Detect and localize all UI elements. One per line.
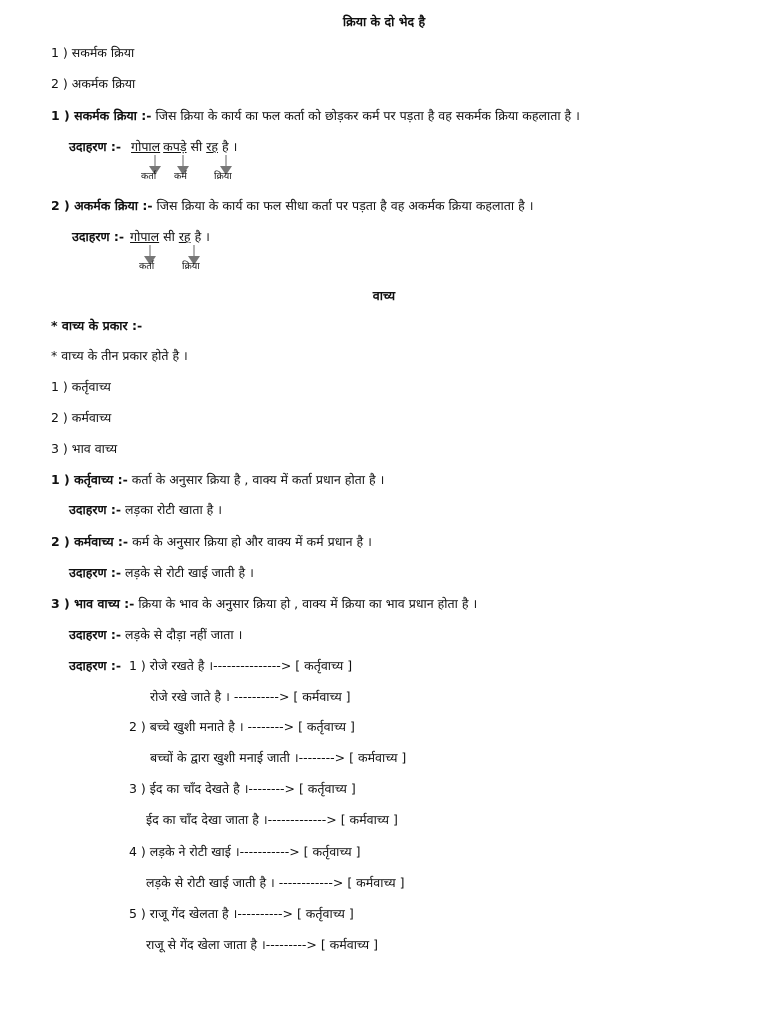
prakar-intro: * वाच्य के तीन प्रकार होते है । (51, 348, 188, 363)
sakarmak-def-text: जिस क्रिया के कार्य का फल कर्ता को छोड़कर कर्म पर पड़ता है वह सकर्मक क्रिया कहलाता है । (155, 108, 580, 123)
example-line: 4 ) लड़के ने रोटी खाई ।-----------> [ कर्तृवाच्य ] (129, 844, 361, 859)
word-kapde: कपड़े (163, 139, 187, 154)
label-karta: कर्ता (141, 171, 157, 182)
sakarmak-heading: 1 ) सकर्मक क्रिया :- (51, 108, 152, 123)
example-line: राजू से गेंद खेला जाता है ।---------> [ कर्मवाच्य ] (146, 937, 378, 952)
example-line: 1 ) रोजे रखते है ।---------------> [ कर्तृवाच्य ] (129, 658, 353, 673)
list-item: 1 ) कर्तृवाच्य (51, 379, 111, 394)
word-si: सी (190, 139, 203, 154)
word-hai: है । (221, 139, 238, 154)
bhav-example (69, 627, 242, 643)
list-item: 2 ) अकर्मक क्रिया (51, 76, 136, 91)
example-label: उदाहरण :- (69, 502, 122, 517)
prakar-heading: * वाच्य के प्रकार :- (51, 318, 143, 333)
label-karta: कर्ता (139, 261, 155, 272)
kartri-example (69, 502, 222, 518)
example-line: लड़के से रोटी खाई जाती है । ------------> [ कर्मवाच्य ] (146, 875, 405, 890)
example-label: उदाहरण :- (69, 627, 122, 642)
label-karm: कर्म (174, 171, 187, 182)
example-text: लड़के से रोटी खाई जाती है । (125, 565, 254, 580)
example-text: लड़के से दौड़ा नहीं जाता । (125, 627, 243, 642)
label-kriya: क्रिया (182, 261, 200, 272)
word-rah: रह (178, 229, 191, 244)
sakarmak-definition (51, 108, 580, 124)
example-label: उदाहरण :- (69, 565, 122, 580)
section-title: वाच्य (372, 288, 396, 303)
bhav-def-text: क्रिया के भाव के अनुसार क्रिया हो , वाक्य में क्रिया का भाव प्रधान होता है । (138, 596, 478, 611)
akarmak-heading: 2 ) अकर्मक क्रिया :- (51, 198, 153, 213)
example-line: रोजे रखे जाते है । ----------> [ कर्मवाच्य ] (150, 689, 351, 704)
akarmak-example (72, 229, 210, 245)
word-gopal: गोपाल (131, 139, 161, 154)
list-item: 1 ) सकर्मक क्रिया (51, 45, 135, 60)
kartri-def-text: कर्ता के अनुसार क्रिया है , वाक्य में कर्ता प्रधान होता है । (131, 472, 385, 487)
page-title: क्रिया के दो भेद है (342, 14, 426, 29)
example-line: ईद का चाँद देखा जाता है ।-------------> [ कर्मवाच्य ] (146, 812, 398, 827)
sakarmak-example (69, 139, 237, 155)
example-label: उदाहरण :- (69, 139, 122, 154)
examples-label: उदाहरण :- (69, 658, 122, 673)
kartri-definition (51, 472, 384, 488)
example-line: 5 ) राजू गेंद खेलता है ।----------> [ कर्तृवाच्य ] (129, 906, 354, 921)
word-rah: रह (206, 139, 218, 154)
example-line: 3 ) ईद का चाँद देखते है ।--------> [ कर्तृवाच्य ] (129, 781, 356, 796)
list-item: 3 ) भाव वाच्य (51, 441, 118, 456)
word-gopal: गोपाल (130, 229, 160, 244)
example-line: बच्चों के द्वारा खुशी मनाई जाती ।--------> [ कर्मवाच्य ] (150, 750, 407, 765)
akarmak-def-text: जिस क्रिया के कार्य का फल सीधा कर्ता पर पड़ता है वह अकर्मक क्रिया कहलाता है । (156, 198, 534, 213)
karma-example (69, 565, 254, 581)
word-hai: है । (194, 229, 210, 244)
example-line: 2 ) बच्चे खुशी मनाते है । --------> [ कर्तृवाच्य ] (129, 719, 355, 734)
karma-heading: 2 ) कर्मवाच्य :- (51, 534, 129, 549)
bhav-heading: 3 ) भाव वाच्य :- (51, 596, 135, 611)
word-si: सी (163, 229, 175, 244)
list-item: 2 ) कर्मवाच्य (51, 410, 112, 425)
example-label: उदाहरण :- (72, 229, 125, 244)
karma-definition (51, 534, 372, 550)
bhav-definition (51, 596, 477, 612)
akarmak-definition (51, 198, 533, 214)
label-kriya: क्रिया (214, 171, 232, 182)
karma-def-text: कर्म के अनुसार क्रिया हो और वाक्य में कर्म प्रधान है । (132, 534, 372, 549)
example-text: लड़का रोटी खाता है । (125, 502, 223, 517)
kartri-heading: 1 ) कर्तृवाच्य :- (51, 472, 128, 487)
